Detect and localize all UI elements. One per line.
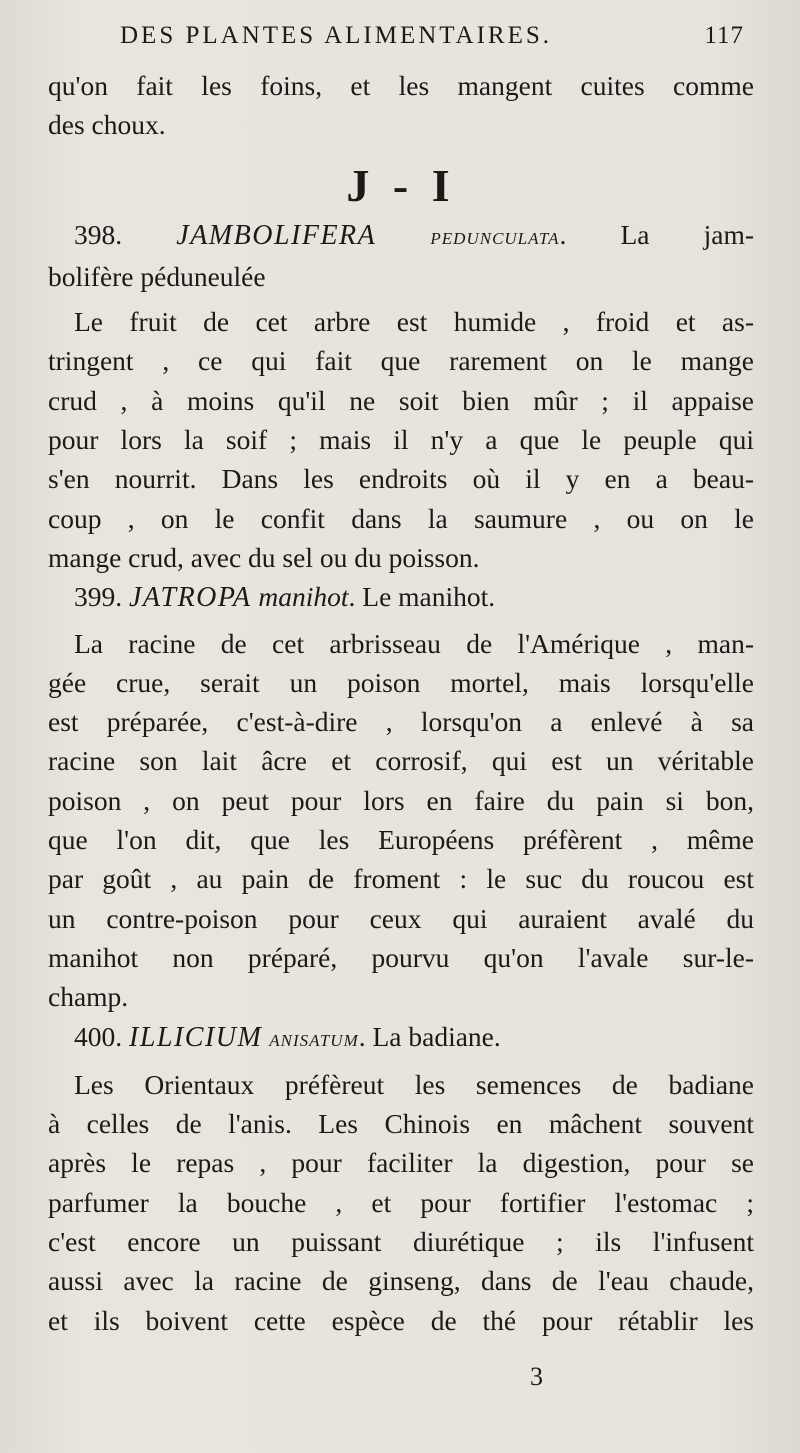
genus-name: JAMBOLIFERA <box>176 219 377 251</box>
entry-heading <box>48 577 754 617</box>
genus-name: JATROPA <box>129 582 252 614</box>
text-line: gée crue, serait un poison mortel, mais lorsqu'elle <box>48 666 754 698</box>
species-name: manihot <box>258 581 349 613</box>
running-title: DES PLANTES ALIMENTAIRES. <box>120 22 553 49</box>
text-line: pour lors la soif ; mais il n'y a que le peuple qui <box>48 424 754 456</box>
text-line: racine son lait âcre et corrosif, qui est un véritable <box>48 745 754 777</box>
entry-heading <box>48 215 754 257</box>
text-line: aussi avec la racine de ginseng, dans de l'eau chaude, <box>48 1265 754 1297</box>
text-line: que l'on dit, que les Européens préfèrent , même <box>48 824 754 856</box>
text-line: est préparée, c'est-à-dire , lorsqu'on a enlevé à sa <box>48 706 754 738</box>
text-line: et ils boivent cette espèce de thé pour rétablir les <box>48 1304 754 1336</box>
text-line: Le fruit de cet arbre est humide , froid et as- <box>74 306 754 338</box>
section-title: J - I <box>346 159 456 211</box>
entry-398 <box>48 215 754 578</box>
text-line: un contre-poison pour ceux qui auraient avalé du <box>48 902 754 934</box>
page-text <box>48 66 754 1340</box>
entry-number: 399. <box>74 581 123 613</box>
text-line: manihot non préparé, pourvu qu'on l'avale sur-le- <box>48 941 754 973</box>
common-name: . La jam- <box>559 218 755 250</box>
text-line: coup , on le confit dans la saumure , ou on le <box>48 502 754 534</box>
text-line: par goût , au pain de froment : le suc du roucou est <box>48 863 754 895</box>
text-line: La racine de cet arbrisseau de l'Amérique , man- <box>74 627 754 659</box>
carryover-paragraph <box>48 66 754 145</box>
entry-body <box>48 1065 754 1340</box>
entry-399 <box>48 577 754 1016</box>
entry-number: 398. <box>74 218 123 250</box>
entry-body <box>48 302 754 577</box>
species-name: pedunculata <box>430 223 560 250</box>
text-line: crud , à moins qu'il ne soit bien mûr ; il appaise <box>48 384 754 416</box>
common-name: . La badiane. <box>358 1020 501 1052</box>
entry-number: 400. <box>74 1020 123 1052</box>
page-number: 117 <box>704 22 744 49</box>
text-line: c'est encore un puissant diurétique ; ils l'infusent <box>48 1226 754 1258</box>
entry-body <box>48 624 754 1017</box>
common-name: . Le manihot. <box>348 581 496 613</box>
text-line: champ. <box>48 981 129 1013</box>
text-line: Les Orientaux préfèreut les semences de badiane <box>74 1068 754 1100</box>
text-line: après le repas , pour faciliter la digestion, pour se <box>48 1147 754 1179</box>
species-name: anisatum <box>269 1025 359 1052</box>
text-line: qu'on fait les foins, et les mangent cuites comme <box>48 70 754 101</box>
signature-mark: 3 <box>530 1362 543 1391</box>
genus-name: ILLICIUM <box>129 1021 263 1053</box>
entry-heading <box>48 1017 754 1059</box>
text-line: mange crud, avec du sel ou du poisson. <box>48 541 480 573</box>
entry-400 <box>48 1017 754 1340</box>
text-line: tringent , ce qui fait que rarement on le mange <box>48 345 754 377</box>
running-head <box>48 22 754 66</box>
text-line: à celles de l'anis. Les Chinois en mâchent souvent <box>48 1108 754 1140</box>
text-line: poison , on peut pour lors en faire du pain si bon, <box>48 784 754 816</box>
entry-heading-continued: bolifère péduneulée <box>48 260 266 292</box>
text-line: s'en nourrit. Dans les endroits où il y en a beau- <box>48 463 754 495</box>
text-line: des choux. <box>48 109 166 141</box>
text-line: parfumer la bouche , et pour fortifier l'estomac ; <box>48 1186 754 1218</box>
